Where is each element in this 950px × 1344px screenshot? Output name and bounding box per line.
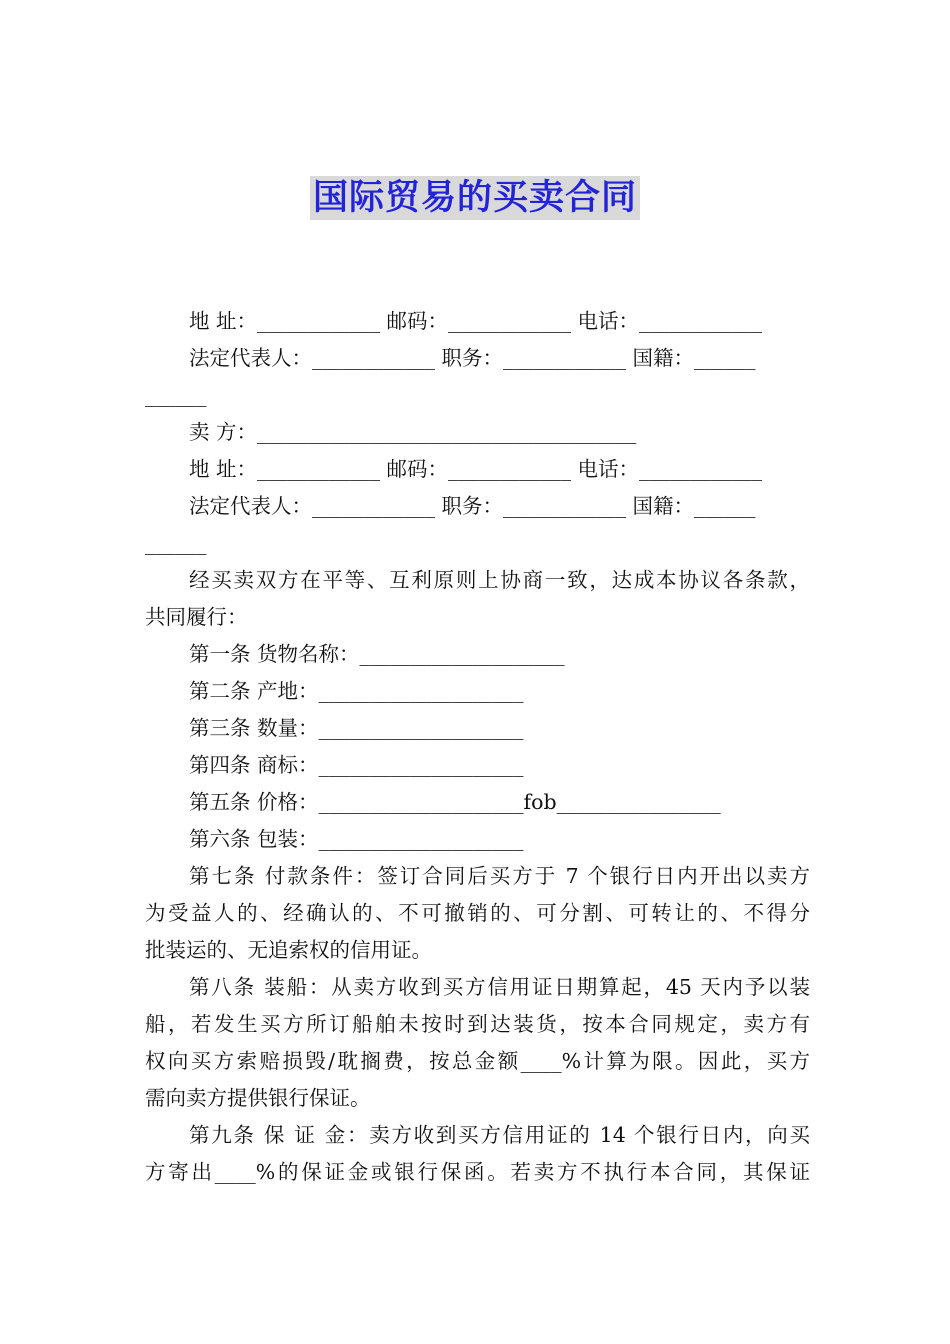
article-3-quantity: 第三条 数量：____________________ — [189, 716, 524, 740]
preamble-line-1: 经买卖双方在平等、互利原则上协商一致，达成本协议各条款， — [189, 568, 810, 592]
contract-body — [145, 303, 810, 1191]
article-5-price: 第五条 价格：____________________fob________________ — [189, 790, 721, 814]
party-a-representative-line: 法定代表人：____________ 职务：____________ 国籍：______ — [189, 346, 756, 370]
article-8-line-1: 第八条 装船：从卖方收到买方信用证日期算起，45 天内予以装 — [189, 975, 810, 999]
seller-line: 卖 方：_____________________________________ — [189, 420, 637, 444]
document-title: 国际贸易的买卖合同 — [310, 176, 640, 220]
article-7-line-3: 批装运的、无追索权的信用证。 — [145, 938, 432, 962]
article-1-goods-name: 第一条 货物名称：____________________ — [189, 642, 565, 666]
article-8-line-3: 权向买方索赔损毁/耽搁费，按总金额____%计算为限。因此，买方 — [145, 1049, 810, 1073]
article-8-line-4: 需向卖方提供银行保证。 — [145, 1086, 371, 1110]
article-4-trademark: 第四条 商标：____________________ — [189, 753, 524, 777]
article-9-line-1: 第九条 保 证 金：卖方收到买方信用证的 14 个银行日内，向买 — [189, 1123, 810, 1147]
title-wrap — [0, 176, 950, 220]
party-b-address-line: 地 址：____________ 邮码：____________ 电话：____________ — [189, 457, 763, 481]
article-2-origin: 第二条 产地：____________________ — [189, 679, 524, 703]
article-7-line-1: 第七条 付款条件：签订合同后买方于 7 个银行日内开出以卖方 — [189, 864, 810, 888]
party-a-nationality-continuation: ______ — [145, 383, 207, 407]
party-a-address-line: 地 址：____________ 邮码：____________ 电话：____________ — [189, 309, 763, 333]
article-9-line-2: 方寄出____%的保证金或银行保函。若卖方不执行本合同，其保证 — [145, 1160, 810, 1184]
article-8-line-2: 船，若发生买方所订船舶未按时到达装货，按本合同规定，卖方有 — [145, 1012, 810, 1036]
preamble-line-2: 共同履行： — [145, 605, 248, 629]
party-b-representative-line: 法定代表人：____________ 职务：____________ 国籍：______ — [189, 494, 756, 518]
article-7-line-2: 为受益人的、经确认的、不可撤销的、可分割、可转让的、不得分 — [145, 901, 810, 925]
article-6-packing: 第六条 包装：____________________ — [189, 827, 524, 851]
party-b-nationality-continuation: ______ — [145, 531, 207, 555]
